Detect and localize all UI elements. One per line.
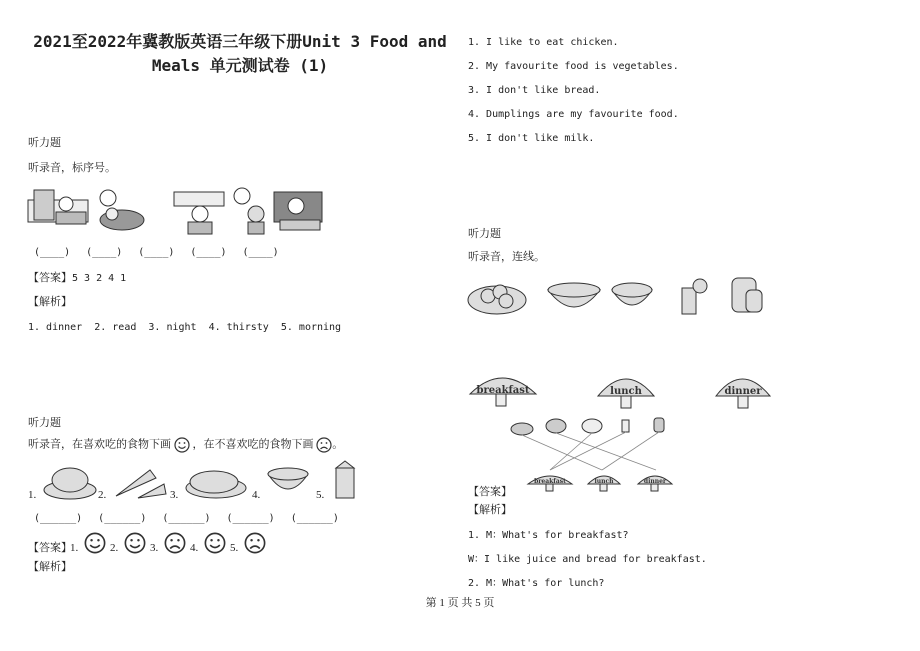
smile-face-icon xyxy=(204,532,226,554)
answer-blank[interactable]: (______) xyxy=(226,513,275,524)
mushroom-breakfast xyxy=(470,378,536,406)
q3-answer-label: 【答案】 xyxy=(468,486,512,498)
answer-number: 4. xyxy=(190,542,199,554)
answer-number: 1. xyxy=(70,542,79,554)
answer-blank[interactable]: (____) xyxy=(190,247,227,258)
smile-face-icon xyxy=(84,532,106,554)
dumplings-plate-picture xyxy=(468,285,526,314)
q3-instruction: 听录音，连线。 xyxy=(468,251,545,263)
right-line: 2. My favourite food is vegetables. xyxy=(468,61,679,72)
answer-text: 5 3 2 4 1 xyxy=(72,273,127,284)
q1-section: 听力题 xyxy=(28,137,61,149)
sad-face-icon xyxy=(244,532,266,554)
q2-num: 3. xyxy=(170,489,179,501)
mushroom-label: breakfast xyxy=(534,478,566,485)
vegetables-picture xyxy=(110,460,170,502)
picture-morning xyxy=(28,190,88,224)
answer-blank[interactable]: (____) xyxy=(242,247,279,258)
smile-face-icon xyxy=(174,437,190,453)
page-title: 2021至2022年冀教版英语三年级下册Unit 3 Food and Meals 单元测试卷 (1) xyxy=(33,32,447,75)
q3-section: 听力题 xyxy=(468,228,501,240)
answer-blank[interactable]: (______) xyxy=(98,513,147,524)
small-mushroom-breakfast xyxy=(528,476,572,491)
answer-blank[interactable]: (____) xyxy=(138,247,175,258)
q3-analysis-line: 1. M：What's for breakfast? xyxy=(468,530,629,541)
answer-label: 【答案】 xyxy=(28,272,72,284)
right-line: 5. I don't like milk. xyxy=(468,133,595,144)
bread-picture xyxy=(732,278,762,312)
q2-section: 听力题 xyxy=(28,417,61,429)
mushroom-label: dinner xyxy=(724,386,762,397)
q2-num: 2. xyxy=(98,489,107,501)
answer-blank[interactable]: (______) xyxy=(290,513,339,524)
sad-face-icon xyxy=(164,532,186,554)
sad-face-icon xyxy=(316,437,332,453)
q3-food-pictures xyxy=(466,274,776,320)
page-footer: 第 1 页 共 5 页 xyxy=(425,597,495,609)
q2-num: 1. xyxy=(28,489,37,501)
q2-answer xyxy=(28,532,328,556)
q1-analysis-label: 【解析】 xyxy=(28,296,72,308)
answer-number: 2. xyxy=(110,542,119,554)
milk-carton-picture xyxy=(330,460,360,502)
q1-blanks xyxy=(34,246,295,260)
answer-label: 【答案】 xyxy=(28,542,72,554)
q1-analysis: 1. dinner 2. read 3. night 4. thirsty 5. morning xyxy=(28,322,342,333)
mushroom-label: dinner xyxy=(643,478,667,485)
q2-instruction-b: ，在不喜欢吃的食物下画 xyxy=(192,438,314,451)
right-line: 3. I don't like bread. xyxy=(468,85,601,96)
q3-analysis-line: 2. M：What's for lunch? xyxy=(468,578,605,589)
picture-read xyxy=(174,192,224,234)
q2-instruction-c: 。 xyxy=(332,438,344,451)
mushroom-label: lunch xyxy=(594,478,614,485)
noodles-bowl-picture xyxy=(548,283,600,307)
picture-dinner xyxy=(274,192,322,230)
right-line: 1. I like to eat chicken. xyxy=(468,37,619,48)
q2-num: 4. xyxy=(252,489,261,501)
mushroom-lunch xyxy=(598,379,654,408)
answer-blank[interactable]: (____) xyxy=(86,247,123,258)
q3-matching-diagram xyxy=(466,366,776,496)
mushroom-label: breakfast xyxy=(476,385,530,396)
smile-face-icon xyxy=(124,532,146,554)
fish-picture xyxy=(182,460,248,502)
answer-blank[interactable]: (______) xyxy=(162,513,211,524)
small-food-row xyxy=(511,418,664,435)
picture-night xyxy=(100,190,144,230)
answer-blank[interactable]: (______) xyxy=(34,513,83,524)
chicken-picture xyxy=(40,460,100,502)
q2-instruction-a: 听录音，在喜欢吃的食物下画 xyxy=(28,438,171,451)
q1-pictures xyxy=(26,186,326,238)
small-mushroom-dinner xyxy=(638,476,672,491)
answer-blank[interactable]: (____) xyxy=(34,247,71,258)
rice-bowl-picture xyxy=(264,460,312,502)
answer-number: 3. xyxy=(150,542,159,554)
small-mushroom-lunch xyxy=(588,476,620,491)
q2-num: 5. xyxy=(316,489,325,501)
q1-answer xyxy=(28,271,126,286)
mushroom-dinner xyxy=(716,379,770,408)
q3-analysis-label: 【解析】 xyxy=(468,504,512,516)
q2-blanks xyxy=(34,512,355,526)
q2-food-row xyxy=(28,460,368,502)
q3-analysis-line: W：I like juice and bread for breakfast. xyxy=(468,554,707,565)
q1-instruction: 听录音，标序号。 xyxy=(28,162,116,174)
picture-thirsty xyxy=(234,188,264,234)
right-line: 4. Dumplings are my favourite food. xyxy=(468,109,679,120)
mushroom-label: lunch xyxy=(610,386,642,397)
rice-bowl-picture xyxy=(612,283,652,305)
q2-analysis-label: 【解析】 xyxy=(28,561,72,573)
answer-number: 5. xyxy=(230,542,239,554)
q2-instruction xyxy=(28,437,343,453)
juice-glass-picture xyxy=(682,279,707,314)
matching-lines xyxy=(522,432,659,470)
